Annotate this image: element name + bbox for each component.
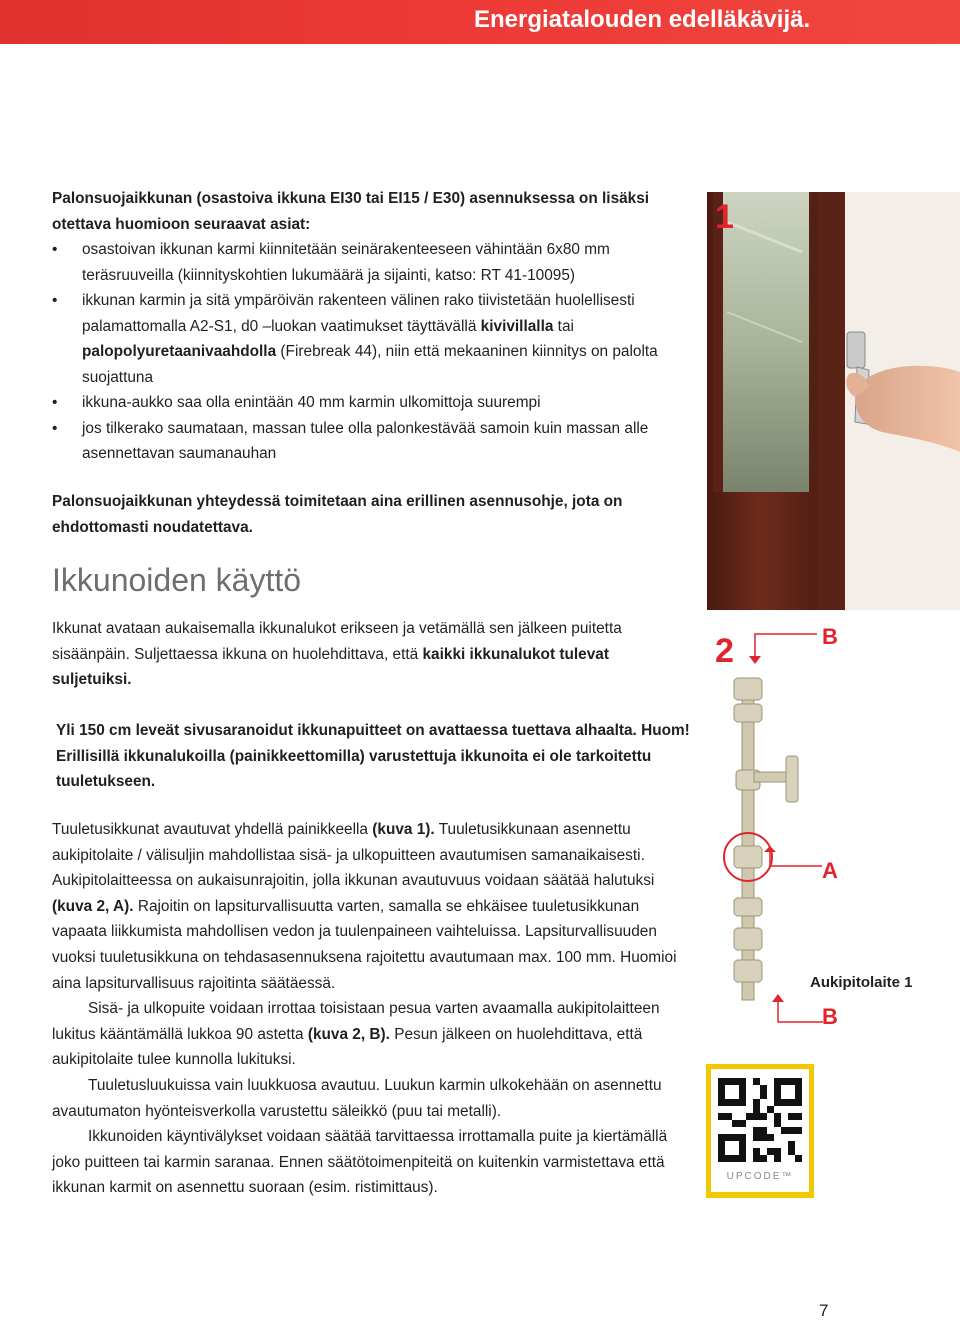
paragraph: Ikkunoiden käyntivälykset voidaan säätää tarvittaessa irrottamalla puite ja kiertämällä joko puitteen tai karmin saranaa. Ennen säätötoimenpiteitä on kuitenkin varmistettava että ikkunan karmit on asennettu suoraan (esim. ristimittaus).: [52, 1128, 668, 1197]
bullet-text: jos tilkerako saumataan, massan tulee olla palonkestävää samoin kuin massan alle asennettavan saumanauhan: [82, 419, 649, 462]
pointer-arrow-a: [760, 846, 828, 874]
upcode-logo: UPCODE™: [726, 1171, 794, 1182]
page-number: 7: [819, 1301, 829, 1320]
figure-1-number: 1: [715, 198, 734, 236]
qr-code: [711, 1069, 809, 1192]
label-a: A: [822, 858, 838, 883]
hold-open-device-photo: [716, 660, 806, 1022]
label-b-top: B: [822, 624, 838, 649]
figure-2-number: 2: [715, 632, 734, 670]
section-heading: Ikkunoiden käyttö: [52, 562, 302, 598]
paragraph: Tuuletusluukuissa vain luukkuosa avautuu. Luukun karmin ulkokehään on asennettu avautumaton hyönteisverkolla varustettu säleikkö (puu tai metalli).: [52, 1076, 662, 1120]
label-b-bottom: B: [822, 1004, 838, 1029]
bullet-dot: •: [52, 292, 58, 309]
bullet-item: [52, 416, 692, 467]
paragraph: Tuuletusikkunat avautuvat yhdellä painikkeella (kuva 1). Tuuletusikkunaan asennettu aukipitolaite / välisuljin mahdollistaa sisä- ja ulkopuitteen avautumisen samanaikaisesti. Aukipitolaitteessa on aukaisunrajoitin, jolla ikkunan avautuvuus voidaan säätää halutuksi (kuva 2, A). Rajoitin on lapsiturvallisuutta varten, samalla se ehkäisee tuuletusikkunan vapaata liikkumista mahdollisen vedon ja tuulenpaineen vaihteluissa. Lapsiturvallisuuden vuoksi tuuletusikkuna on tehdasasennuksena rajoitettu avautumaan max. 100 mm. Huomioi aina lapsiturvallisuus rajoitinta säätäessä.: [52, 821, 677, 992]
qr-pattern-icon: [711, 1071, 809, 1169]
header-banner: [0, 0, 960, 44]
bullet-text: ikkunan karmin ja sitä ympäröivän rakenteen välinen rako tiivistetään huolellisesti palamattomalla A2-S1, d0 –luokan vaatimukset täyttävällä kivivillalla tai palopolyuretaanivaahdolla (Firebreak 44), niin että mekaaninen kiinnitys on palolta suojattuna: [82, 292, 658, 386]
paragraph: Sisä- ja ulkopuite voidaan irrottaa toisistaan pesua varten avaamalla aukipitolaitteen lukitus kääntämällä lukkoa 90 astetta (kuva 2, B). Pesun jälkeen on huolehdittava, että aukipitolaite tulee kunnolla lukituksi.: [52, 1000, 660, 1069]
bullet-dot: •: [52, 394, 58, 411]
banner-title: Energiatalouden edelläkävijä.: [474, 6, 811, 33]
fire-window-bullets: [52, 237, 692, 467]
fire-window-lead: Palonsuojaikkunan (osastoiva ikkuna EI30 tai EI15 / E30) asennuksessa on lisäksi otettava huomioon seuraavat asiat:: [52, 190, 650, 233]
bullet-item: [52, 237, 692, 288]
usage-note: Yli 150 cm leveät sivusaranoidut ikkunapuitteet on avattaessa tuettava alhaalta. Huom! Erillisillä ikkunalukoilla (painikkeettomilla) varustettuja ikkunoita ei ole tarkoitettu tuuletukseen.: [56, 722, 690, 790]
bullet-dot: •: [52, 241, 58, 258]
bullet-item: [52, 288, 692, 390]
installation-warning: Palonsuojaikkunan yhteydessä toimitetaan aina erillinen asennusohje, jota on ehdottomasti noudatettava.: [52, 493, 623, 536]
usage-body: [52, 817, 688, 1201]
bullet-text: osastoivan ikkunan karmi kiinnitetään seinärakenteeseen vähintään 6x80 mm teräsruuveilla (kiinnityskohtien lukumäärä ja sijainti, katso: RT 41-10095): [82, 241, 610, 284]
figure-caption: Aukipitolaite 1: [810, 974, 913, 991]
bullet-text: ikkuna-aukko saa olla enintään 40 mm karmin ulkomittoja suurempi: [82, 394, 541, 411]
bullet-item: [52, 390, 692, 416]
window-handle-photo: [707, 192, 960, 610]
usage-intro: Ikkunat avataan aukaisemalla ikkunalukot erikseen ja vetämällä sen jälkeen puitetta sisäänpäin. Suljettaessa ikkuna on huolehdittava, että kaikki ikkunalukot tulevat suljetuiksi.: [52, 620, 622, 688]
bullet-dot: •: [52, 419, 58, 437]
upcode-qr[interactable]: [706, 1064, 814, 1198]
pointer-arrow-b-bottom: [768, 990, 828, 1030]
